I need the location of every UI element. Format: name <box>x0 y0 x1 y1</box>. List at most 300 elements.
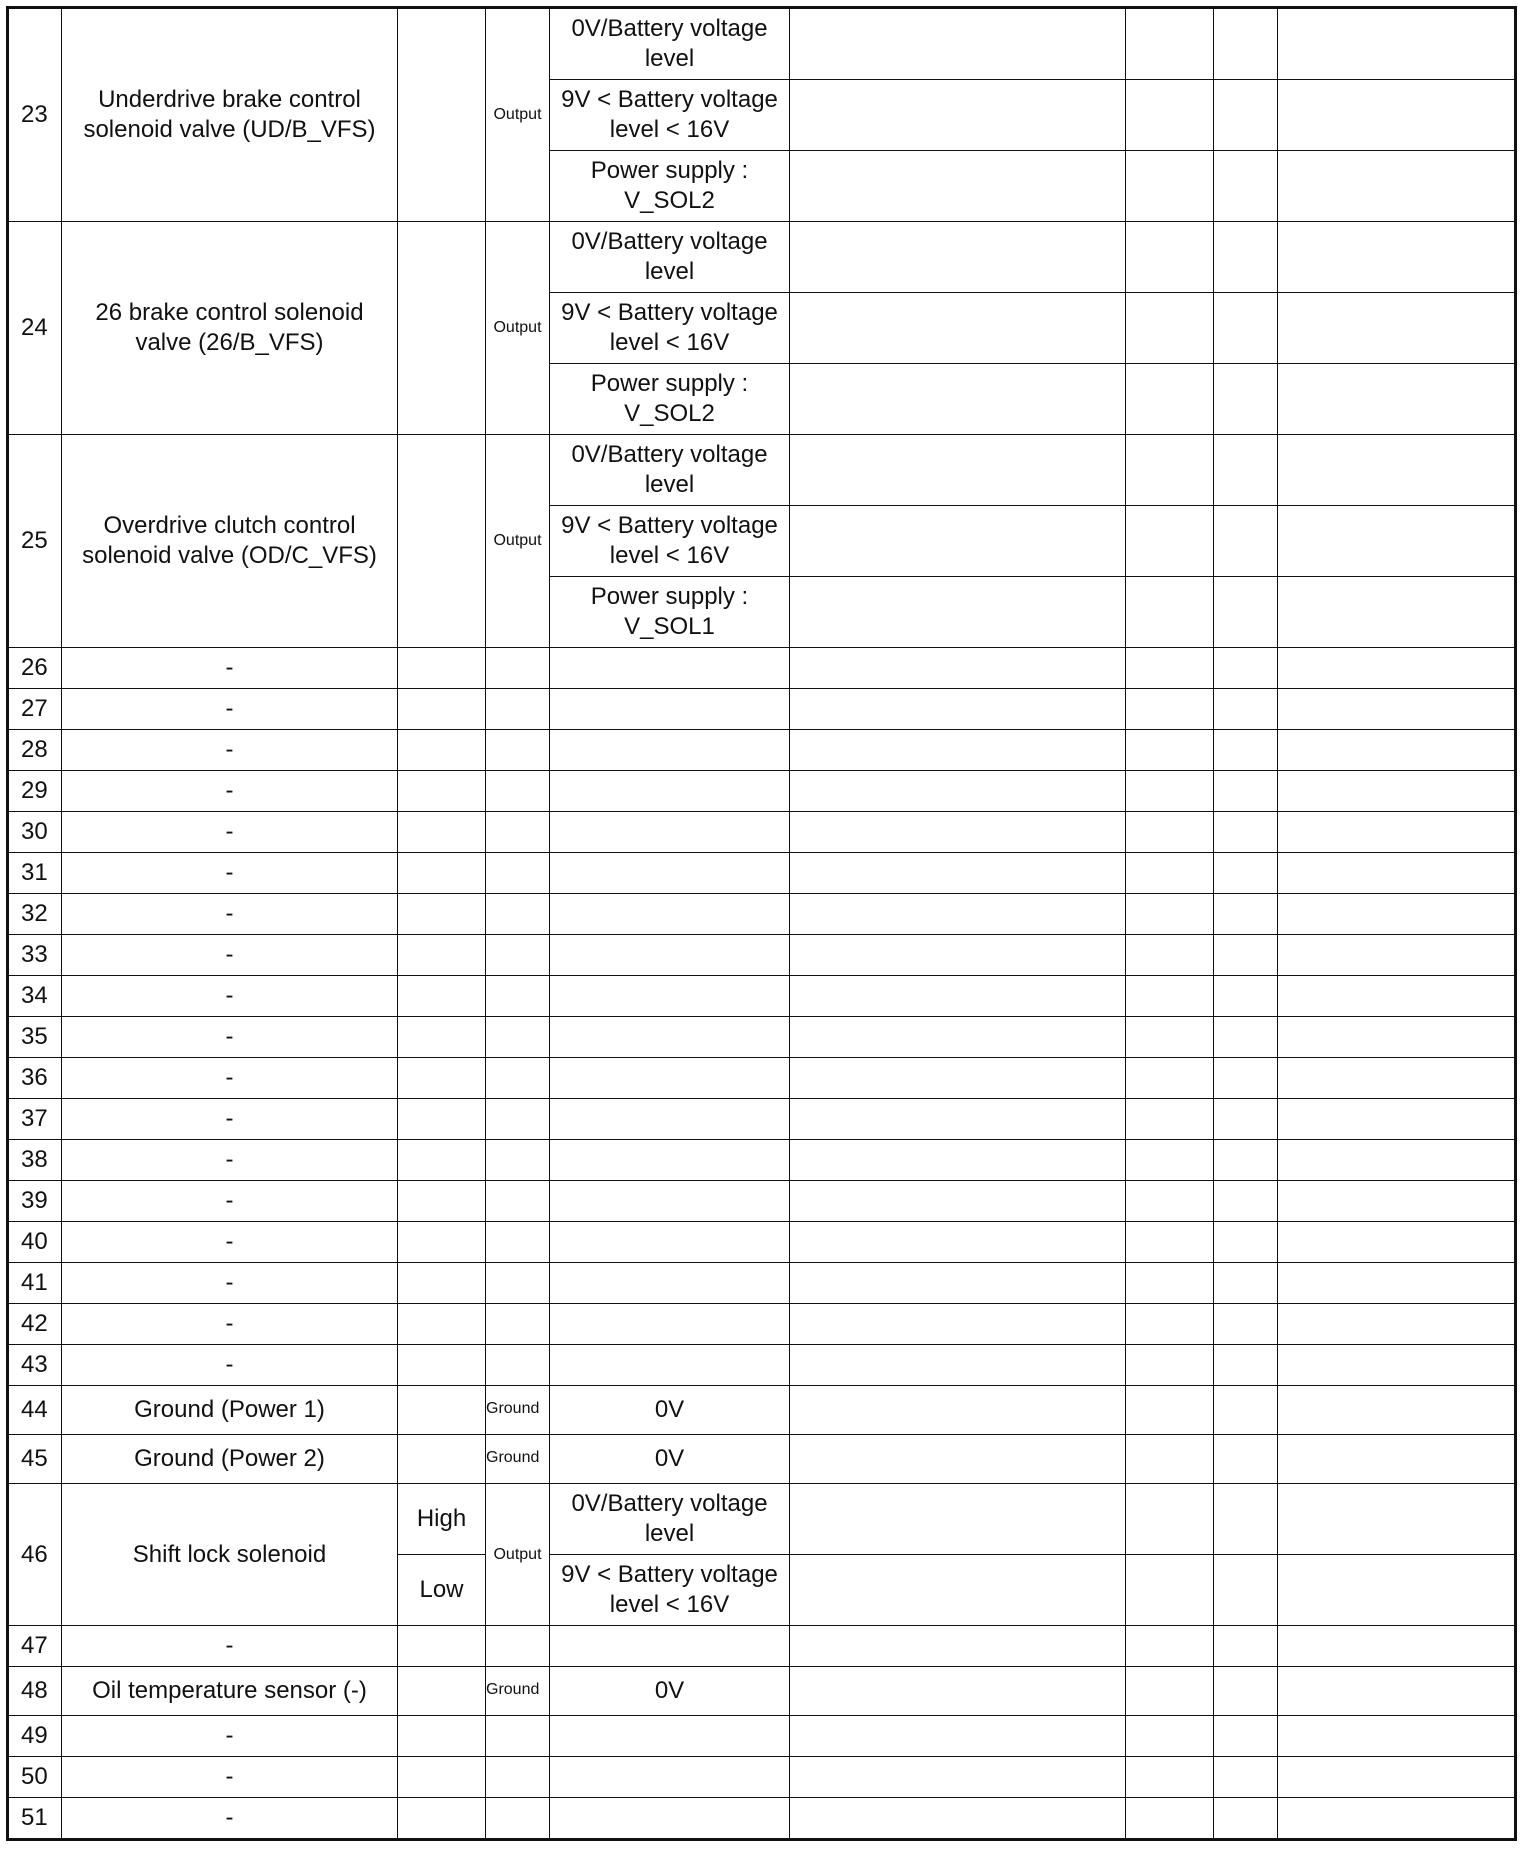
empty-cell <box>398 771 486 812</box>
empty-cell <box>398 1626 486 1667</box>
empty-cell <box>550 853 790 894</box>
table-row <box>8 1626 1516 1667</box>
empty-cell <box>1214 1798 1278 1840</box>
empty-cell <box>1214 1304 1278 1345</box>
empty-cell <box>1214 730 1278 771</box>
empty-cell <box>790 812 1126 853</box>
pin-number: 45 <box>8 1435 62 1484</box>
empty-cell <box>1278 435 1516 506</box>
empty-cell <box>1126 506 1214 577</box>
empty-cell <box>550 1716 790 1757</box>
empty-cell <box>1126 935 1214 976</box>
terminal-description: Shift lock solenoid <box>62 1484 398 1626</box>
table-row <box>8 1099 1516 1140</box>
empty-cell <box>790 648 1126 689</box>
empty-cell <box>1278 1304 1516 1345</box>
empty-cell <box>1126 1555 1214 1626</box>
terminal-description: Ground (Power 1) <box>62 1386 398 1435</box>
pin-number: 26 <box>8 648 62 689</box>
condition-cell: Low <box>398 1555 486 1626</box>
pin-number: 49 <box>8 1716 62 1757</box>
pin-number: 38 <box>8 1140 62 1181</box>
empty-cell <box>398 1435 486 1484</box>
value-cell: 9V < Battery voltage level < 16V <box>550 80 790 151</box>
empty-cell <box>398 894 486 935</box>
value-cell: 0V/Battery voltage level <box>550 1484 790 1555</box>
empty-cell <box>1126 435 1214 506</box>
empty-cell <box>398 730 486 771</box>
empty-cell <box>1126 648 1214 689</box>
table-row <box>8 1757 1516 1798</box>
empty-cell <box>550 1017 790 1058</box>
terminal-description: - <box>62 1626 398 1667</box>
empty-cell <box>398 853 486 894</box>
value-cell: Power supply : V_SOL1 <box>550 577 790 648</box>
empty-cell <box>486 1222 550 1263</box>
empty-cell <box>1278 577 1516 648</box>
empty-cell <box>486 1140 550 1181</box>
terminal-description: Overdrive clutch control solenoid valve (OD/C_VFS) <box>62 435 398 648</box>
table-row <box>8 1386 1516 1435</box>
pin-number: 32 <box>8 894 62 935</box>
empty-cell <box>1126 1263 1214 1304</box>
empty-cell <box>486 1017 550 1058</box>
table-row <box>8 1667 1516 1716</box>
empty-cell <box>1126 1626 1214 1667</box>
empty-cell <box>790 730 1126 771</box>
signal-type: Output <box>486 8 550 222</box>
table-row <box>8 894 1516 935</box>
pin-number: 37 <box>8 1099 62 1140</box>
table-row <box>8 1716 1516 1757</box>
value-cell: 0V/Battery voltage level <box>550 435 790 506</box>
empty-cell <box>790 1017 1126 1058</box>
empty-cell <box>1126 1181 1214 1222</box>
empty-cell <box>398 1667 486 1716</box>
empty-cell <box>550 812 790 853</box>
empty-cell <box>486 1716 550 1757</box>
terminal-description: Ground (Power 2) <box>62 1435 398 1484</box>
terminal-description: - <box>62 1798 398 1840</box>
pin-number: 43 <box>8 1345 62 1386</box>
empty-cell <box>790 935 1126 976</box>
empty-cell <box>1278 1017 1516 1058</box>
empty-cell <box>1278 894 1516 935</box>
empty-cell <box>1278 1181 1516 1222</box>
empty-cell <box>486 771 550 812</box>
empty-cell <box>1126 80 1214 151</box>
empty-cell <box>1214 689 1278 730</box>
pin-number: 46 <box>8 1484 62 1626</box>
pin-number: 40 <box>8 1222 62 1263</box>
empty-cell <box>486 1626 550 1667</box>
terminal-description: Oil temperature sensor (-) <box>62 1667 398 1716</box>
empty-cell <box>1278 1058 1516 1099</box>
table-row <box>8 935 1516 976</box>
pin-number: 51 <box>8 1798 62 1840</box>
table-row <box>8 771 1516 812</box>
empty-cell <box>1214 293 1278 364</box>
empty-cell <box>790 1626 1126 1667</box>
empty-cell <box>1214 853 1278 894</box>
terminal-description: - <box>62 976 398 1017</box>
empty-cell <box>550 935 790 976</box>
empty-cell <box>1278 730 1516 771</box>
empty-cell <box>486 1181 550 1222</box>
empty-cell <box>790 853 1126 894</box>
empty-cell <box>1214 435 1278 506</box>
pin-number: 35 <box>8 1017 62 1058</box>
table-row <box>8 1140 1516 1181</box>
terminal-description: Underdrive brake control solenoid valve (UD/B_VFS) <box>62 8 398 222</box>
value-cell: 9V < Battery voltage level < 16V <box>550 1555 790 1626</box>
empty-cell <box>1214 1345 1278 1386</box>
empty-cell <box>398 976 486 1017</box>
empty-cell <box>1278 648 1516 689</box>
pin-number: 24 <box>8 222 62 435</box>
empty-cell <box>790 1345 1126 1386</box>
pin-number: 30 <box>8 812 62 853</box>
empty-cell <box>1278 1798 1516 1840</box>
empty-cell <box>1126 8 1214 80</box>
empty-cell <box>550 730 790 771</box>
pin-number: 48 <box>8 1667 62 1716</box>
table-row <box>8 812 1516 853</box>
empty-cell <box>1278 1757 1516 1798</box>
value-cell: Power supply : V_SOL2 <box>550 151 790 222</box>
empty-cell <box>790 222 1126 293</box>
table-row <box>8 1181 1516 1222</box>
empty-cell <box>1214 8 1278 80</box>
terminal-description: - <box>62 894 398 935</box>
empty-cell <box>550 1345 790 1386</box>
empty-cell <box>790 771 1126 812</box>
empty-cell <box>790 1263 1126 1304</box>
signal-type: Ground <box>486 1435 550 1484</box>
terminal-description: - <box>62 648 398 689</box>
empty-cell <box>550 1798 790 1840</box>
terminal-description: - <box>62 1222 398 1263</box>
empty-cell <box>1278 1222 1516 1263</box>
table-row <box>8 1798 1516 1840</box>
terminal-description: - <box>62 1099 398 1140</box>
empty-cell <box>1278 8 1516 80</box>
empty-cell <box>1126 293 1214 364</box>
empty-cell <box>1278 293 1516 364</box>
empty-cell <box>790 577 1126 648</box>
empty-cell <box>790 1667 1126 1716</box>
terminal-description: - <box>62 1304 398 1345</box>
empty-cell <box>1214 1181 1278 1222</box>
empty-cell <box>1214 1716 1278 1757</box>
empty-cell <box>1126 812 1214 853</box>
empty-cell <box>486 1099 550 1140</box>
empty-cell <box>1126 689 1214 730</box>
empty-cell <box>1278 1345 1516 1386</box>
empty-cell <box>1214 1222 1278 1263</box>
value-cell: 0V/Battery voltage level <box>550 8 790 80</box>
empty-cell <box>1126 730 1214 771</box>
empty-cell <box>790 1222 1126 1263</box>
empty-cell <box>550 976 790 1017</box>
empty-cell <box>1278 1435 1516 1484</box>
empty-cell <box>1278 689 1516 730</box>
empty-cell <box>790 1386 1126 1435</box>
empty-cell <box>550 1222 790 1263</box>
empty-cell <box>398 1263 486 1304</box>
empty-cell <box>1214 935 1278 976</box>
pin-table <box>6 6 1517 1841</box>
empty-cell <box>1214 894 1278 935</box>
empty-cell <box>1126 1798 1214 1840</box>
signal-type: Output <box>486 435 550 648</box>
empty-cell <box>790 1058 1126 1099</box>
empty-cell <box>1278 506 1516 577</box>
empty-cell <box>790 976 1126 1017</box>
empty-cell <box>1214 1435 1278 1484</box>
empty-cell <box>1214 1626 1278 1667</box>
pin-number: 34 <box>8 976 62 1017</box>
table-row <box>8 435 1516 506</box>
empty-cell <box>486 730 550 771</box>
empty-cell <box>1278 1140 1516 1181</box>
table-row <box>8 1304 1516 1345</box>
empty-cell <box>550 1181 790 1222</box>
table-row <box>8 1058 1516 1099</box>
table-row <box>8 648 1516 689</box>
value-cell: 0V/Battery voltage level <box>550 222 790 293</box>
empty-cell <box>550 1140 790 1181</box>
empty-cell <box>486 1263 550 1304</box>
empty-cell <box>1214 1555 1278 1626</box>
table-row <box>8 730 1516 771</box>
empty-cell <box>1126 853 1214 894</box>
pin-number: 50 <box>8 1757 62 1798</box>
empty-cell <box>1126 1099 1214 1140</box>
empty-cell <box>550 771 790 812</box>
empty-cell <box>486 1345 550 1386</box>
empty-cell <box>790 1798 1126 1840</box>
empty-cell <box>398 1798 486 1840</box>
empty-cell <box>1214 1757 1278 1798</box>
empty-cell <box>1214 1058 1278 1099</box>
empty-cell <box>1214 506 1278 577</box>
empty-cell <box>398 1140 486 1181</box>
empty-cell <box>1278 771 1516 812</box>
empty-cell <box>550 1626 790 1667</box>
empty-cell <box>550 1058 790 1099</box>
empty-cell <box>398 648 486 689</box>
empty-cell <box>790 689 1126 730</box>
empty-cell <box>486 894 550 935</box>
empty-cell <box>1278 976 1516 1017</box>
table-row <box>8 853 1516 894</box>
table-row <box>8 1484 1516 1555</box>
table-row <box>8 976 1516 1017</box>
empty-cell <box>790 151 1126 222</box>
signal-type: Output <box>486 1484 550 1626</box>
empty-cell <box>1214 1484 1278 1555</box>
empty-cell <box>790 8 1126 80</box>
empty-cell <box>1214 222 1278 293</box>
pin-number: 25 <box>8 435 62 648</box>
value-cell: 9V < Battery voltage level < 16V <box>550 506 790 577</box>
empty-cell <box>790 364 1126 435</box>
empty-cell <box>1126 1222 1214 1263</box>
empty-cell <box>550 1757 790 1798</box>
empty-cell <box>1126 976 1214 1017</box>
empty-cell <box>1126 1304 1214 1345</box>
empty-cell <box>790 1099 1126 1140</box>
empty-cell <box>1126 1345 1214 1386</box>
empty-cell <box>1278 222 1516 293</box>
pin-number: 31 <box>8 853 62 894</box>
pin-number: 27 <box>8 689 62 730</box>
empty-cell <box>1126 771 1214 812</box>
empty-cell <box>790 1555 1126 1626</box>
value-cell: 0V <box>550 1435 790 1484</box>
condition-cell: High <box>398 1484 486 1555</box>
value-cell: 0V <box>550 1667 790 1716</box>
empty-cell <box>790 506 1126 577</box>
empty-cell <box>398 435 486 648</box>
empty-cell <box>398 689 486 730</box>
empty-cell <box>486 853 550 894</box>
terminal-description: - <box>62 853 398 894</box>
empty-cell <box>1278 364 1516 435</box>
empty-cell <box>1126 1757 1214 1798</box>
empty-cell <box>398 1345 486 1386</box>
terminal-description: - <box>62 1017 398 1058</box>
empty-cell <box>550 648 790 689</box>
empty-cell <box>790 894 1126 935</box>
empty-cell <box>1278 1263 1516 1304</box>
terminal-description: - <box>62 935 398 976</box>
empty-cell <box>398 1386 486 1435</box>
empty-cell <box>1126 1386 1214 1435</box>
table-row <box>8 1345 1516 1386</box>
table-row <box>8 1435 1516 1484</box>
value-cell: 0V <box>550 1386 790 1435</box>
terminal-description: - <box>62 1058 398 1099</box>
pin-number: 41 <box>8 1263 62 1304</box>
empty-cell <box>1214 1140 1278 1181</box>
pin-number: 36 <box>8 1058 62 1099</box>
empty-cell <box>1278 80 1516 151</box>
empty-cell <box>790 1435 1126 1484</box>
value-cell: Power supply : V_SOL2 <box>550 364 790 435</box>
terminal-description: - <box>62 1263 398 1304</box>
empty-cell <box>398 222 486 435</box>
table-row <box>8 222 1516 293</box>
terminal-description: - <box>62 1345 398 1386</box>
terminal-description: - <box>62 812 398 853</box>
empty-cell <box>486 1304 550 1345</box>
empty-cell <box>1126 151 1214 222</box>
empty-cell <box>1214 976 1278 1017</box>
table-row <box>8 1263 1516 1304</box>
empty-cell <box>550 894 790 935</box>
terminal-description: - <box>62 1716 398 1757</box>
empty-cell <box>486 648 550 689</box>
empty-cell <box>1278 1716 1516 1757</box>
empty-cell <box>1126 894 1214 935</box>
empty-cell <box>1214 648 1278 689</box>
table-row <box>8 689 1516 730</box>
empty-cell <box>486 1757 550 1798</box>
terminal-description: - <box>62 730 398 771</box>
empty-cell <box>790 1304 1126 1345</box>
empty-cell <box>790 80 1126 151</box>
empty-cell <box>1278 151 1516 222</box>
empty-cell <box>486 935 550 976</box>
empty-cell <box>790 435 1126 506</box>
signal-type: Ground <box>486 1386 550 1435</box>
empty-cell <box>550 1263 790 1304</box>
empty-cell <box>790 1484 1126 1555</box>
table-row <box>8 8 1516 80</box>
empty-cell <box>1126 1716 1214 1757</box>
empty-cell <box>398 1716 486 1757</box>
empty-cell <box>550 689 790 730</box>
empty-cell <box>790 1716 1126 1757</box>
empty-cell <box>486 689 550 730</box>
empty-cell <box>398 8 486 222</box>
empty-cell <box>486 976 550 1017</box>
empty-cell <box>1214 151 1278 222</box>
table-row <box>8 1222 1516 1263</box>
empty-cell <box>1214 1099 1278 1140</box>
terminal-description: - <box>62 1757 398 1798</box>
pin-number: 47 <box>8 1626 62 1667</box>
empty-cell <box>398 1304 486 1345</box>
value-cell: 9V < Battery voltage level < 16V <box>550 293 790 364</box>
empty-cell <box>1214 812 1278 853</box>
empty-cell <box>1214 364 1278 435</box>
empty-cell <box>398 1099 486 1140</box>
empty-cell <box>398 1181 486 1222</box>
empty-cell <box>1214 1263 1278 1304</box>
pin-number: 39 <box>8 1181 62 1222</box>
pin-number: 42 <box>8 1304 62 1345</box>
empty-cell <box>1126 1058 1214 1099</box>
terminal-description: - <box>62 1181 398 1222</box>
empty-cell <box>790 1140 1126 1181</box>
empty-cell <box>1126 577 1214 648</box>
table-row <box>8 1017 1516 1058</box>
empty-cell <box>1214 1667 1278 1716</box>
empty-cell <box>1214 771 1278 812</box>
signal-type: Output <box>486 222 550 435</box>
empty-cell <box>1214 80 1278 151</box>
empty-cell <box>486 812 550 853</box>
empty-cell <box>486 1798 550 1840</box>
empty-cell <box>398 1058 486 1099</box>
empty-cell <box>1126 1667 1214 1716</box>
empty-cell <box>1278 935 1516 976</box>
empty-cell <box>1126 1017 1214 1058</box>
empty-cell <box>486 1058 550 1099</box>
empty-cell <box>1126 1435 1214 1484</box>
empty-cell <box>1126 364 1214 435</box>
empty-cell <box>1278 1667 1516 1716</box>
empty-cell <box>1214 1017 1278 1058</box>
empty-cell <box>1278 812 1516 853</box>
empty-cell <box>398 812 486 853</box>
empty-cell <box>1214 1386 1278 1435</box>
pin-number: 28 <box>8 730 62 771</box>
empty-cell <box>1278 853 1516 894</box>
